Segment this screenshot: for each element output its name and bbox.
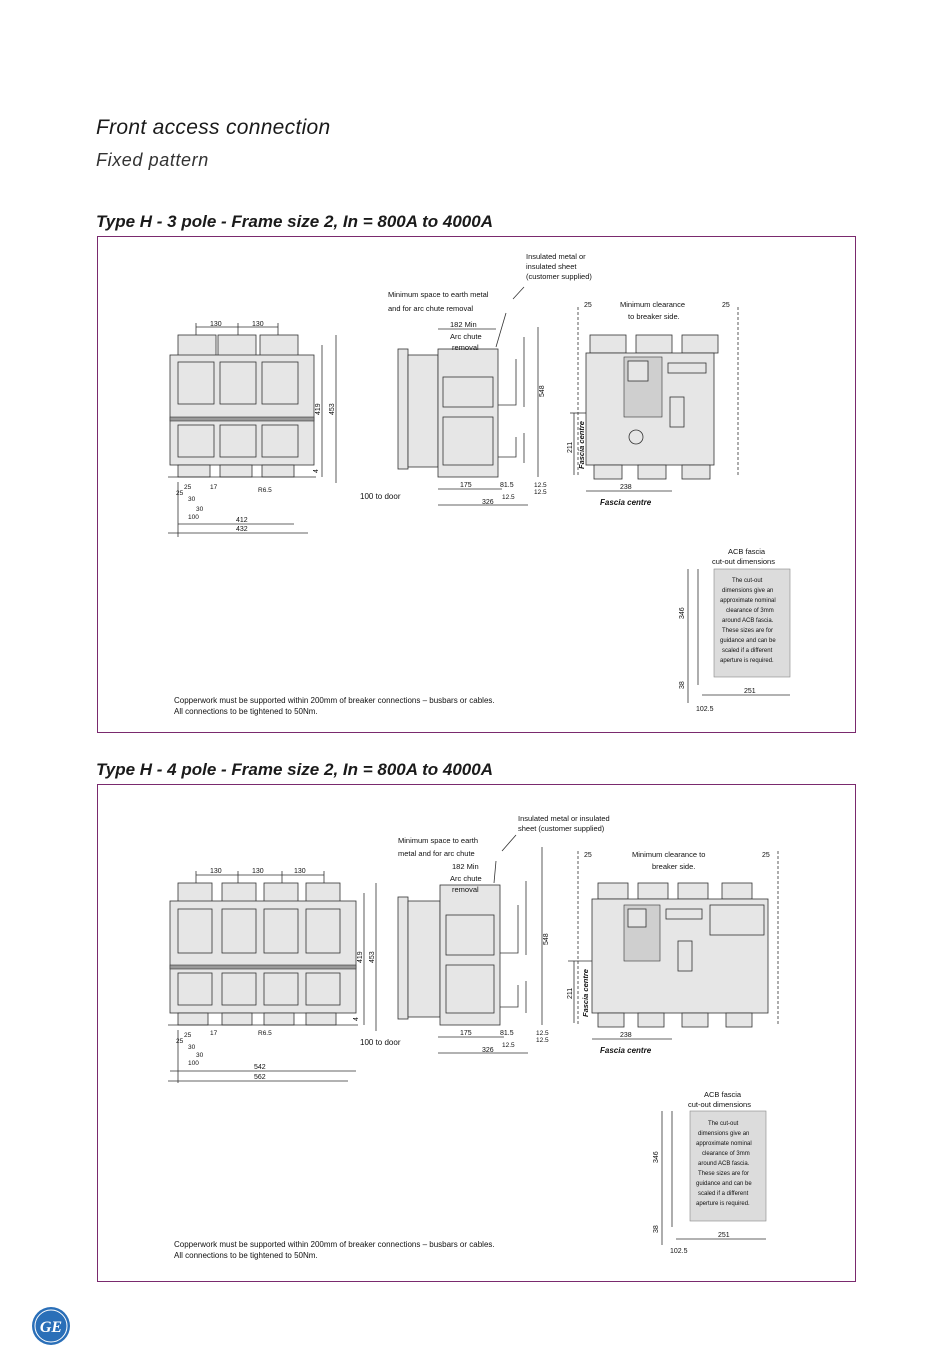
dim-4: 4 [313,469,320,473]
dim-25a: 25 [184,1032,192,1039]
footnote-line-1: Copperwork must be supported within 200mm of breaker connections – busbars or cables. [174,696,495,705]
cutout-title-1: ACB fascia [728,547,766,556]
cutout-note-1: The cut-out [708,1121,739,1127]
dim-top-2: 130 [252,868,264,875]
cutout-3-pole [679,547,790,713]
face-view-3-pole [567,300,738,507]
dim-412: 412 [236,517,248,524]
dim-175: 175 [460,1030,472,1037]
dim-548: 548 [543,933,550,945]
drawing-4-pole [98,785,854,1280]
dim-12-5-c: 12.5 [502,494,515,501]
cutout-note-3: approximate nominal [696,1141,752,1147]
page-title: Front access connection [96,116,331,139]
ge-logo-text: GE [39,1319,63,1336]
dim-238: 238 [620,1032,632,1039]
cutout-note-8: scaled if a different [722,648,773,654]
dim-419: 419 [357,951,364,963]
section-heading-4-pole: Type H - 4 pole - Frame size 2, In = 800A to 4000A [96,760,493,779]
cutout-4-pole [653,1090,766,1255]
footnote-line-2: All connections to be tightened to 50Nm. [174,1251,318,1260]
dim-542: 542 [254,1064,266,1071]
min-space-note-2: metal and for arc chute [398,849,475,858]
drawing-3-pole [98,237,854,731]
cutout-title-2: cut-out dimensions [688,1100,751,1109]
insulated-note-3: (customer supplied) [526,272,592,281]
dim-top-2: 130 [252,321,264,328]
insulated-note-1: Insulated metal or [526,252,586,261]
dim-238: 238 [620,484,632,491]
dim-453: 453 [369,951,376,963]
face-view-4-pole [567,850,778,1055]
dim-346: 346 [679,607,686,619]
cutout-note-2: dimensions give an [722,588,774,594]
cutout-note-5: around ACB fascia. [698,1161,750,1167]
dim-25b: 25 [176,490,184,497]
min-space-note-2: and for arc chute removal [388,304,474,313]
dim-432: 432 [236,526,248,533]
fascia-centre-vertical: Fascia centre [577,421,586,469]
dim-211: 211 [567,987,574,999]
ge-logo [30,1305,72,1347]
arc-chute-182: 182 Min [452,862,479,871]
dim-346: 346 [653,1151,660,1163]
cutout-note-4: clearance of 3mm [726,608,774,614]
cutout-note-6: These sizes are for [722,628,774,634]
arc-chute-removal: removal [452,885,479,894]
door-note: 100 to door [360,492,401,501]
dim-453: 453 [329,403,336,415]
arc-chute-182: 182 Min [450,320,477,329]
dim-211: 211 [567,441,574,453]
dim-top-1: 130 [210,321,222,328]
dim-4: 4 [353,1017,360,1021]
dim-102-5: 102.5 [670,1248,688,1255]
radius-r65: R6.5 [258,1030,272,1037]
dim-25-left: 25 [584,852,592,859]
clearance-note-1: Minimum clearance to [632,850,706,859]
dim-top-1: 130 [210,868,222,875]
clearance-note-2: to breaker side. [628,312,680,321]
dim-12-5-c: 12.5 [502,1042,515,1049]
insulated-note-2: sheet (customer supplied) [518,824,605,833]
min-space-note-1: Minimum space to earth [398,836,479,845]
dim-38: 38 [653,1225,660,1233]
footnote-line-1: Copperwork must be supported within 200mm of breaker connections – busbars or cables. [174,1240,495,1249]
arc-chute-label: Arc chute [450,874,482,883]
cutout-note-7: guidance and can be [696,1181,752,1187]
dim-30b: 30 [196,1052,204,1059]
dim-top-3: 130 [294,868,306,875]
fascia-centre-label: Fascia centre [600,498,652,507]
dim-562: 562 [254,1074,266,1081]
diagram-panel-3-pole [97,236,856,733]
dim-12-5-b: 12.5 [536,1037,549,1044]
dim-175: 175 [460,482,472,489]
dim-326: 326 [482,1047,494,1054]
side-view-4-pole [360,814,610,1054]
clearance-note-1: Minimum clearance [620,300,686,309]
cutout-note-9: aperture is required. [696,1201,750,1207]
footnote-line-2: All connections to be tightened to 50Nm. [174,707,318,716]
dim-17: 17 [210,1030,218,1037]
dim-12-5-a: 12.5 [534,482,547,489]
dim-30a: 30 [188,1044,196,1051]
cutout-note-1: The cut-out [732,578,763,584]
cutout-note-5: around ACB fascia. [722,618,774,624]
dim-30a: 30 [188,496,196,503]
dim-12-5-a: 12.5 [536,1030,549,1037]
dim-548: 548 [539,385,546,397]
fascia-centre-label: Fascia centre [600,1046,652,1055]
dim-102-5: 102.5 [696,706,714,713]
dim-12-5-b: 12.5 [534,489,547,496]
cutout-title-2: cut-out dimensions [712,557,775,566]
dim-25-right: 25 [762,852,770,859]
cutout-note-9: aperture is required. [720,658,774,664]
cutout-note-2: dimensions give an [698,1131,750,1137]
dim-17: 17 [210,484,218,491]
cutout-note-3: approximate nominal [720,598,776,604]
dim-81-5: 81.5 [500,482,514,489]
diagram-panel-4-pole [97,784,856,1282]
cutout-note-8: scaled if a different [698,1191,749,1197]
front-view-3-pole [168,321,336,537]
arc-chute-label: Arc chute [450,332,482,341]
insulated-note-2: insulated sheet [526,262,577,271]
cutout-title-1: ACB fascia [704,1090,742,1099]
dim-419: 419 [315,403,322,415]
dim-25b: 25 [176,1038,184,1045]
door-note: 100 to door [360,1038,401,1047]
dim-251: 251 [744,688,756,695]
front-view-4-pole [168,868,376,1083]
cutout-note-7: guidance and can be [720,638,776,644]
dim-25-right: 25 [722,302,730,309]
cutout-note-6: These sizes are for [698,1171,750,1177]
dim-251: 251 [718,1232,730,1239]
dim-30b: 30 [196,506,204,513]
clearance-note-2: breaker side. [652,862,696,871]
dim-81-5: 81.5 [500,1030,514,1037]
side-view-3-pole [360,252,592,506]
section-heading-3-pole: Type H - 3 pole - Frame size 2, In = 800A to 4000A [96,212,493,231]
page-subtitle: Fixed pattern [96,150,209,170]
fascia-centre-vertical: Fascia centre [581,969,590,1017]
dim-326: 326 [482,499,494,506]
dim-100: 100 [188,1060,199,1067]
cutout-note-4: clearance of 3mm [702,1151,750,1157]
dim-25-left: 25 [584,302,592,309]
dim-100: 100 [188,514,199,521]
dim-38: 38 [679,681,686,689]
insulated-note-1: Insulated metal or insulated [518,814,610,823]
radius-r65: R6.5 [258,487,272,494]
arc-chute-removal: removal [452,343,479,352]
dim-25a: 25 [184,484,192,491]
min-space-note-1: Minimum space to earth metal [388,290,489,299]
